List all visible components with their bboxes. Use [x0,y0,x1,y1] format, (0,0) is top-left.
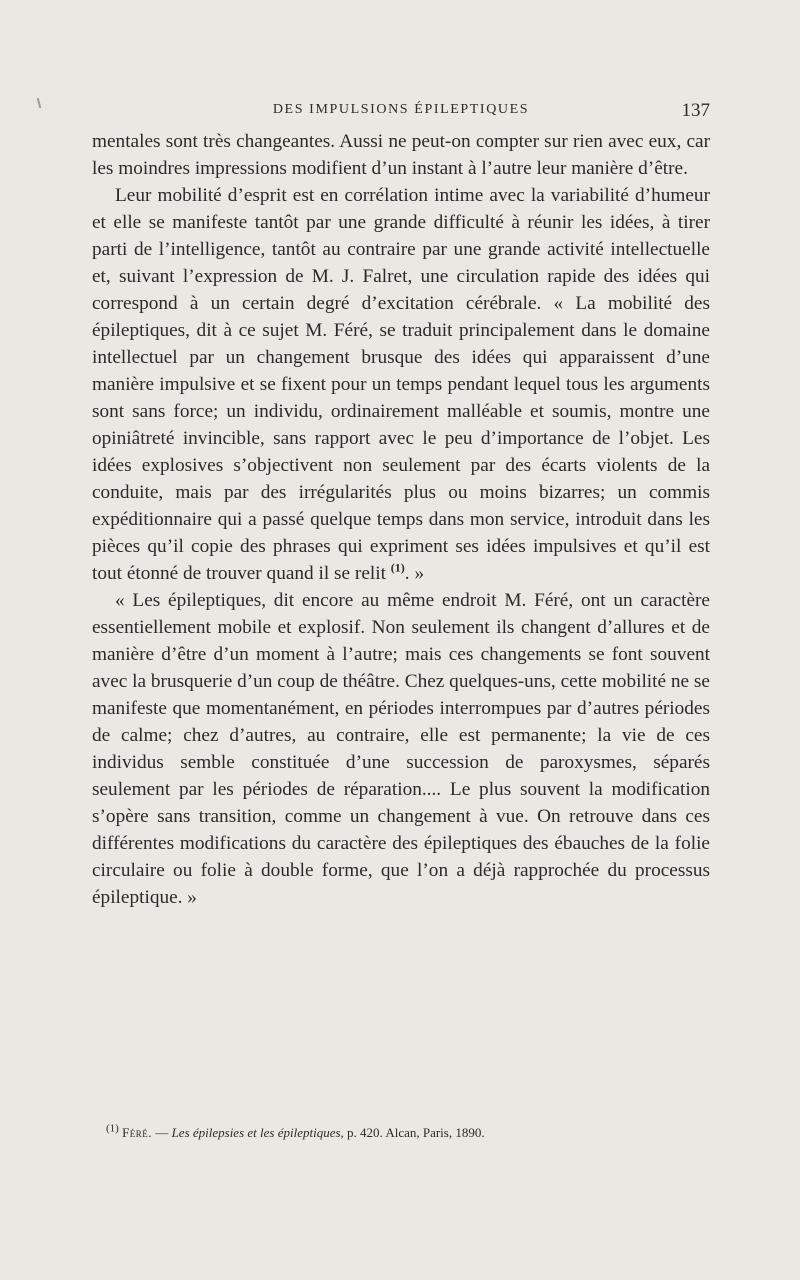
running-head [92,100,710,124]
footnote-author: Féré. [122,1125,153,1140]
paragraph-2-text: Leur mobilité d’esprit est en corrélation intime avec la variabilité d’humeur et elle se manifeste tantôt par une grande difficulté à réunir les idées, à tirer parti de l’intelligence, tantôt au contraire par une grande activité intellectuelle et, suivant l’expression de M. J. Falret, une circulation rapide des idées qui correspond à un certain degré d’excitation cérébrale. « La mobilité des épileptiques, dit à ce sujet M. Féré, se traduit principalement dans le domaine intellectuel par un changement brusque des idées qui apparaissent d’une manière impulsive et se fixent pour un temps pendant lequel tous les arguments sont sans force; un individu, ordinairement malléable et soumis, montre une opiniâtreté invincible, sans rapport avec le peu d’importance de l’objet. Les idées explosives s’objectivent non seulement par des écarts violents de la conduite, mais par des irrégularités plus ou moins bizarres; un commis expéditionnaire qui a passé quelque temps dans mon service, introduit dans les pièces qu’il copie des phrases qui expriment ses idées impulsives et qu’il est tout étonné de trouver quand il se relit [92,185,710,584]
footnote-marker: (1) [106,1122,119,1135]
paragraph-2 [92,182,710,587]
footnote [106,1124,706,1142]
paragraph-3: « Les épileptiques, dit encore au même endroit M. Féré, ont un caractère essentiellement mobile et explosif. Non seulement ils changent d’allures et de manière d’être d’un moment à l’autre; mais ces changements se font souvent avec la brusquerie d’un coup de théâtre. Chez quelques-uns, cette mobilité ne se manifeste que momentanément, en périodes interrompues par d’autres périodes de calme; chez d’autres, au contraire, elle est permanente; la vie de ces individus semble constituée d’une succession de paroxysmes, séparés seulement par les périodes de réparation.... Le plus souvent la modification s’opère sans transition, comme un changement à vue. On retrouve dans ces différentes modifications du caractère des épileptiques des ébauches de la folie circulaire ou folie à double forme, que l’on a déjà rapprochée du processus épileptique. » [92,590,710,908]
paragraph-1: mentales sont très changeantes. Aussi ne peut-on compter sur rien avec eux, car les moindres impressions modifient d’un instant à l’autre leur manière d’être. [92,131,710,179]
footnote-work-title: Les épilepsies et les épileptiques [171,1125,341,1140]
body-text [92,128,710,911]
margin-mark [37,98,42,108]
running-title: DES IMPULSIONS ÉPILEPTIQUES [272,102,530,117]
footnote-dash: — [152,1125,172,1140]
footnote-reference[interactable]: (1) [390,560,405,575]
page-number: 137 [681,100,710,121]
paragraph-2-end: . » [404,563,425,584]
footnote-publication: , p. 420. Alcan, Paris, 1890. [340,1125,485,1140]
